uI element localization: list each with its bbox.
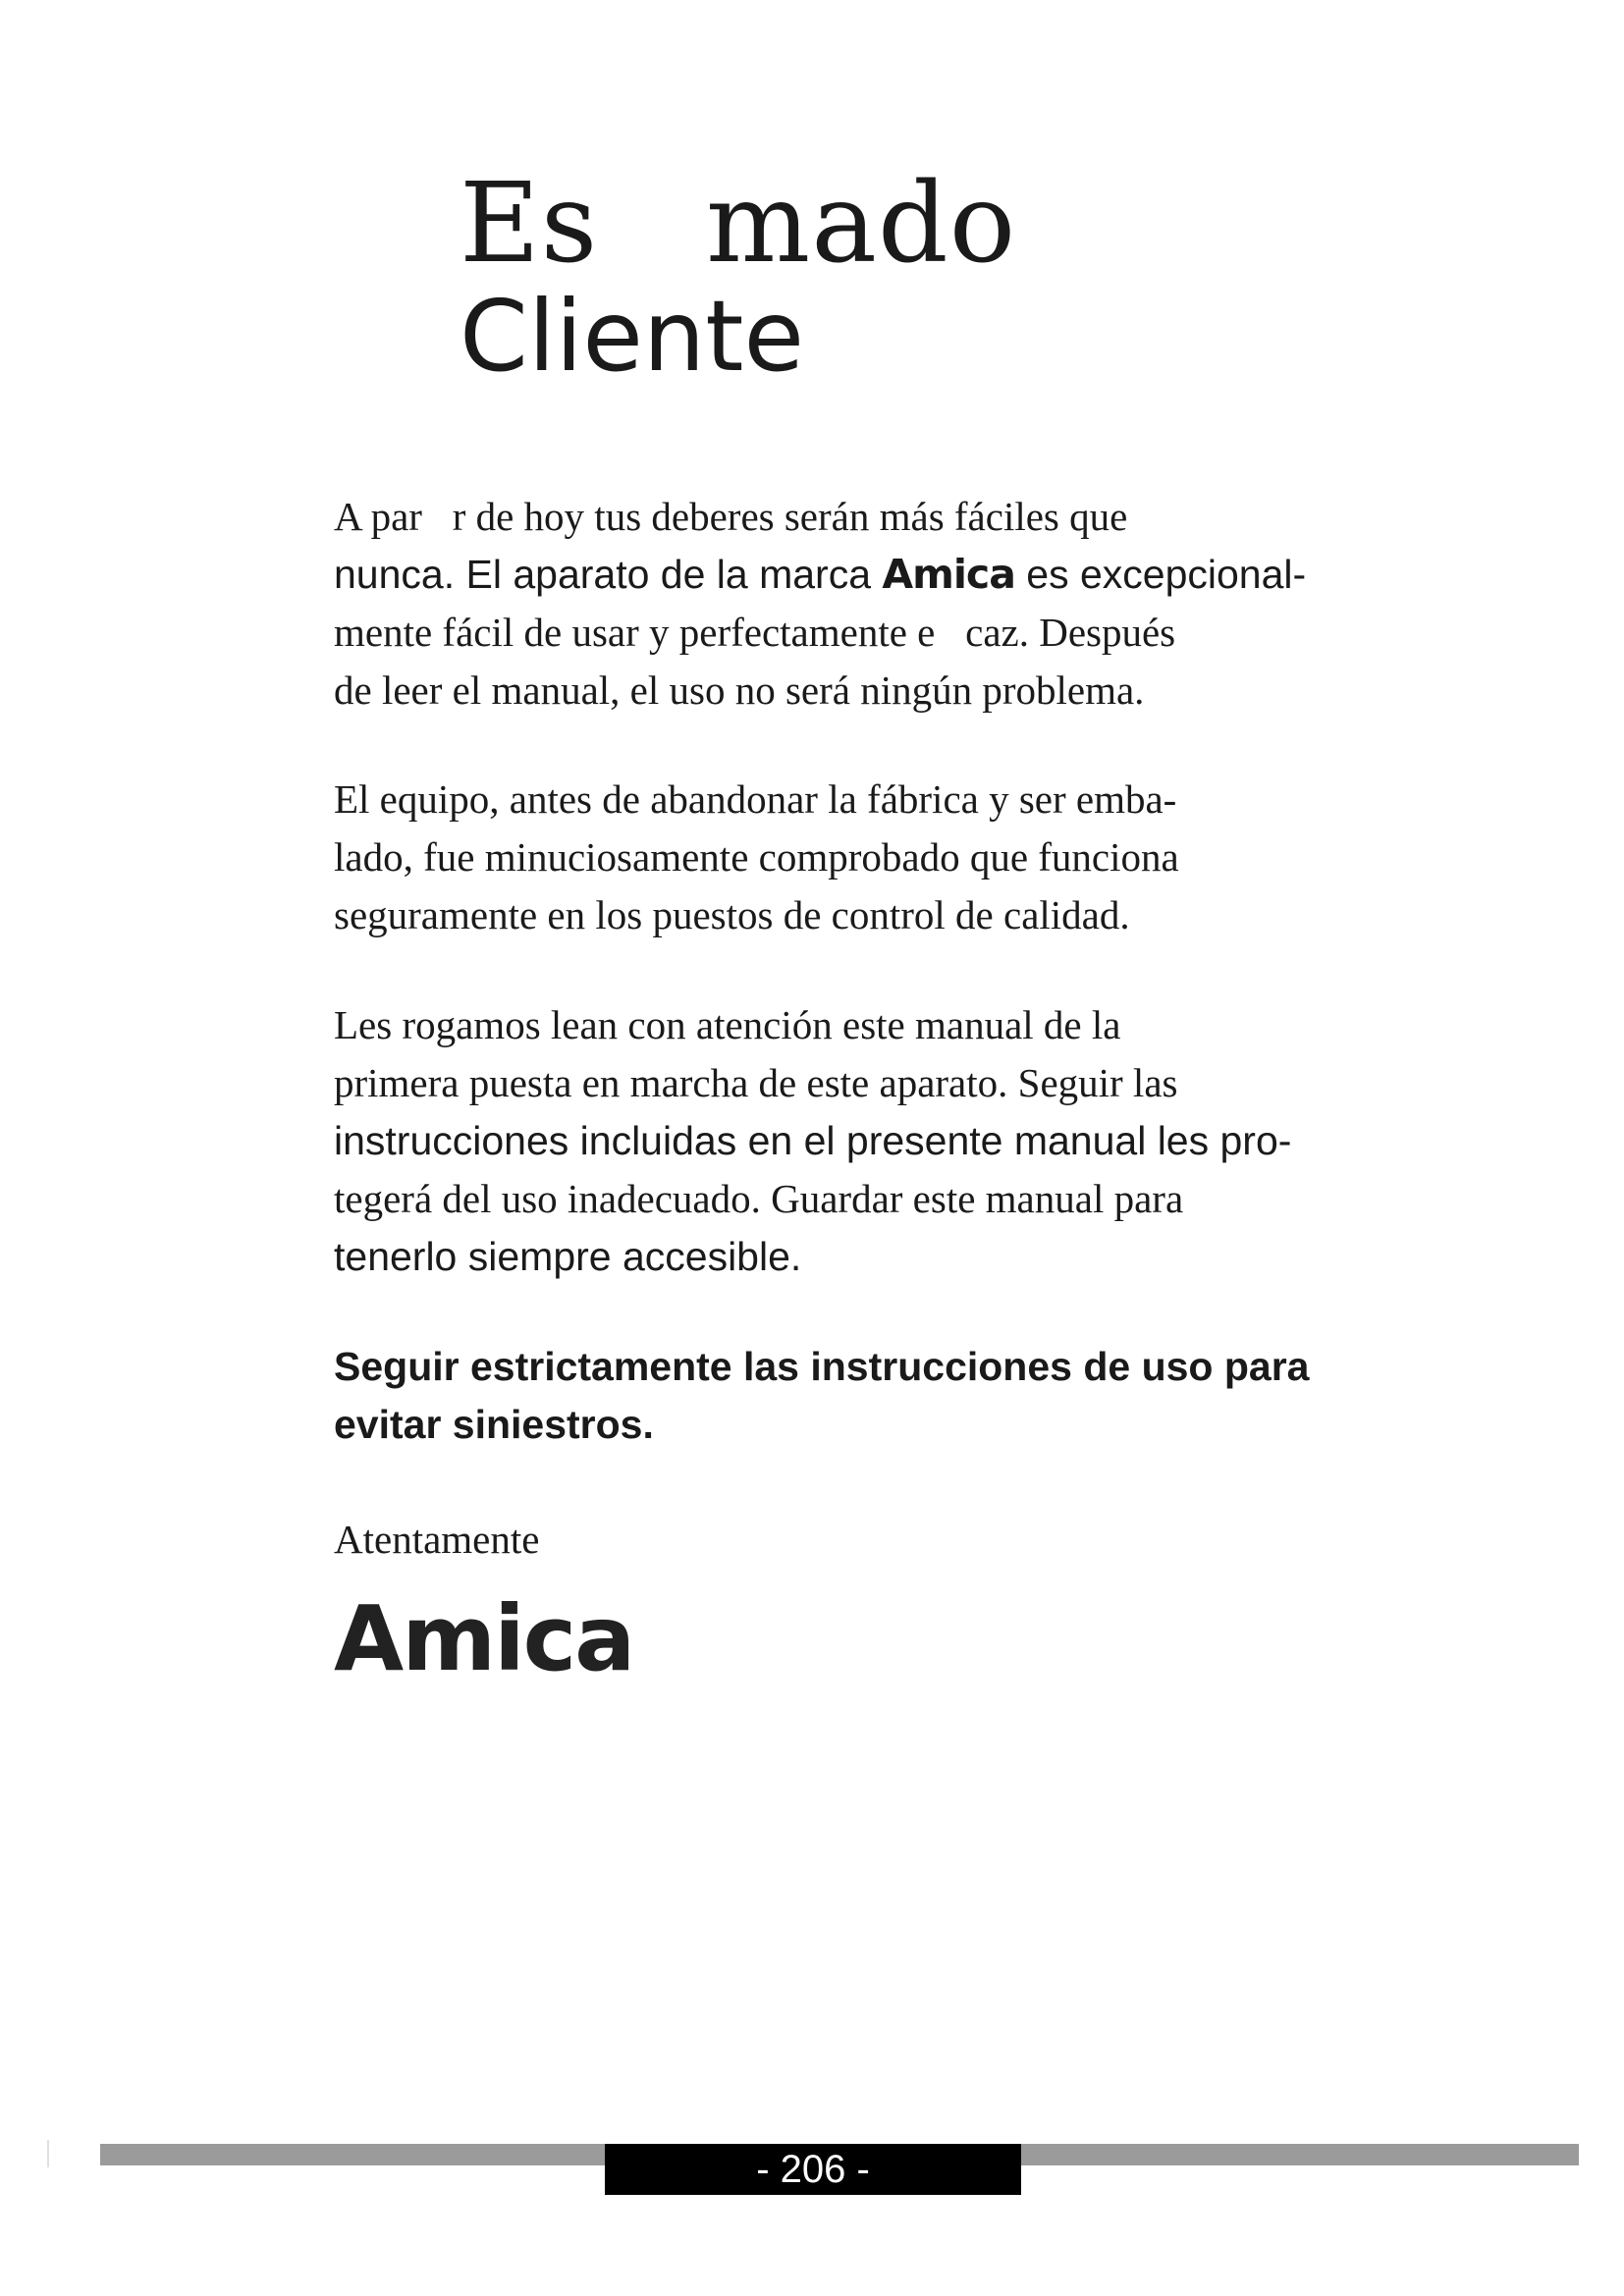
intro-line-2-start: nunca. El aparato de la marca <box>334 552 883 597</box>
page-title <box>460 160 1017 394</box>
closing-text: Atentamente <box>334 1517 540 1562</box>
title-line-2: Cliente <box>460 279 805 394</box>
intro-line-4: de leer el manual, el uso no será ningún problema. <box>334 667 1145 713</box>
quality-paragraph <box>334 771 1276 944</box>
quality-line-3: seguramente en los puestos de control de calidad. <box>334 892 1130 937</box>
quality-line-2: lado, fue minuciosamente comprobado que funciona <box>334 834 1179 880</box>
footer-margin-mark <box>47 2140 49 2167</box>
instructions-line-4: tegerá del uso inadecuado. Guardar este manual para <box>334 1176 1184 1221</box>
intro-line-3: mente fácil de usar y perfectamente e caz. Después <box>334 610 1176 655</box>
warning-paragraph <box>334 1338 1310 1454</box>
instructions-line-2: primera puesta en marcha de este aparato. Seguir las <box>334 1060 1178 1105</box>
intro-line-2 <box>334 546 1307 604</box>
warning-line-2: evitar siniestros. <box>334 1402 654 1447</box>
title-line-1: Es mado <box>460 160 1017 288</box>
page-number: - 206 - <box>605 2144 1021 2195</box>
intro-line-2-end: es excepcional- <box>1014 552 1307 597</box>
warning-line-1: Seguir estrictamente las instrucciones de uso para <box>334 1344 1310 1389</box>
quality-line-1: El equipo, antes de abandonar la fábrica y ser emba- <box>334 776 1177 822</box>
intro-paragraph <box>334 488 1307 720</box>
instructions-paragraph <box>334 996 1292 1286</box>
amica-logo: Amica <box>334 1586 634 1691</box>
brand-name-inline: Amica <box>882 551 1015 598</box>
intro-line-1: A par r de hoy tus deberes serán más fáciles que <box>334 494 1128 539</box>
instructions-line-3: instrucciones incluidas en el presente manual les pro- <box>334 1118 1292 1163</box>
instructions-line-5: tenerlo siempre accesible. <box>334 1234 802 1279</box>
instructions-line-1: Les rogamos lean con atención este manual de la <box>334 1002 1121 1047</box>
